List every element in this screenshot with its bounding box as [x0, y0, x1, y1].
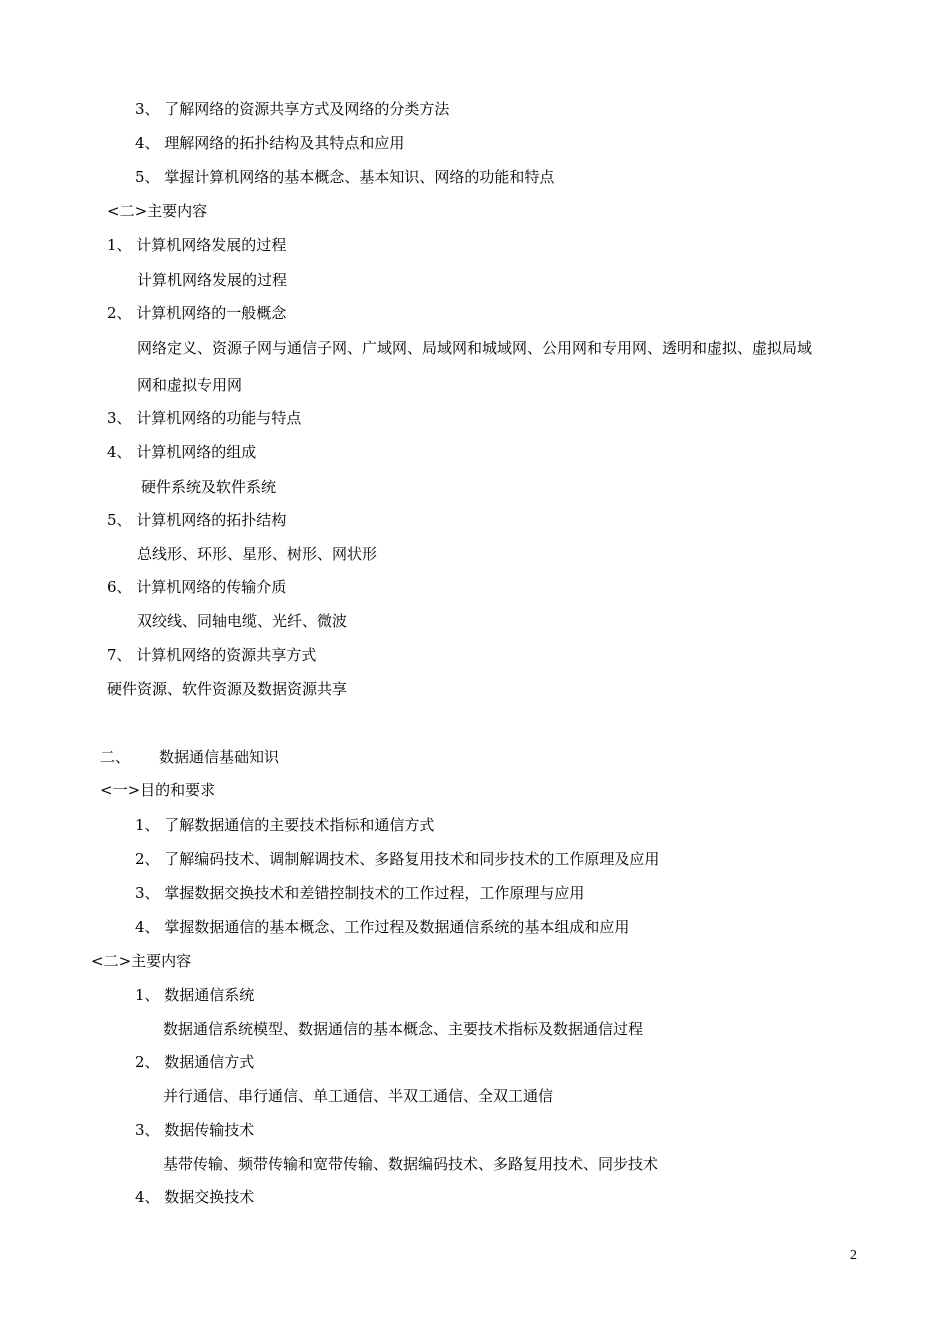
objective-item-3: 3、 了解网络的资源共享方式及网络的分类方法: [135, 100, 450, 118]
content-detail-7: 硬件资源、软件资源及数据资源共享: [107, 680, 348, 698]
content-detail-6: 双绞线、同轴电缆、光纤、微波: [137, 612, 348, 630]
content-detail-2b-item: 并行通信、串行通信、单工通信、半双工通信、全双工通信: [163, 1087, 554, 1105]
section-heading-main-content: <二>主要内容: [107, 202, 208, 220]
objective-item-2: 2、 了解编码技术、调制解调技术、多路复用技术和同步技术的工作原理及应用: [135, 850, 660, 868]
content-detail-3b: 基带传输、频带传输和宽带传输、数据编码技术、多路复用技术、同步技术: [163, 1155, 659, 1173]
content-detail-2b: 网和虚拟专用网: [137, 376, 243, 394]
content-detail-1: 计算机网络发展的过程: [137, 271, 288, 289]
content-item-1: 1、 计算机网络发展的过程: [107, 236, 287, 254]
objective-item-3b: 3、 掌握数据交换技术和差错控制技术的工作过程，工作原理与应用: [135, 884, 585, 902]
content-item-5: 5、 计算机网络的拓扑结构: [107, 511, 287, 529]
chapter-number: 二、: [100, 748, 131, 766]
content-item-4b: 4、 数据交换技术: [135, 1188, 255, 1206]
content-item-2b: 2、 数据通信方式: [135, 1053, 255, 1071]
content-detail-1b: 数据通信系统模型、数据通信的基本概念、主要技术指标及数据通信过程: [163, 1020, 644, 1038]
section-heading-objectives: <一>目的和要求: [100, 781, 216, 799]
content-item-3: 3、 计算机网络的功能与特点: [107, 409, 302, 427]
content-detail-4: 硬件系统及软件系统: [141, 478, 277, 496]
section-heading-main-content-2: <二>主要内容: [91, 952, 192, 970]
objective-item-4: 4、 理解网络的拓扑结构及其特点和应用: [135, 134, 405, 152]
objective-item-1: 1、 了解数据通信的主要技术指标和通信方式: [135, 816, 435, 834]
content-item-3b: 3、 数据传输技术: [135, 1121, 255, 1139]
objective-item-4b: 4、 掌握数据通信的基本概念、工作过程及数据通信系统的基本组成和应用: [135, 918, 630, 936]
chapter-title: 数据通信基础知识: [159, 748, 280, 766]
content-detail-2a: 网络定义、资源子网与通信子网、广域网、局域网和城域网、公用网和专用网、透明和虚拟、虚拟局域: [137, 339, 813, 357]
content-item-4: 4、 计算机网络的组成: [107, 443, 257, 461]
content-item-6: 6、 计算机网络的传输介质: [107, 578, 287, 596]
objective-item-5: 5、 掌握计算机网络的基本概念、基本知识、网络的功能和特点: [135, 168, 555, 186]
content-detail-5: 总线形、环形、星形、树形、网状形: [137, 545, 378, 563]
content-item-2: 2、 计算机网络的一般概念: [107, 304, 287, 322]
content-item-7: 7、 计算机网络的资源共享方式: [107, 646, 317, 664]
content-item-1b: 1、 数据通信系统: [135, 986, 255, 1004]
page-number: 2: [850, 1248, 857, 1263]
